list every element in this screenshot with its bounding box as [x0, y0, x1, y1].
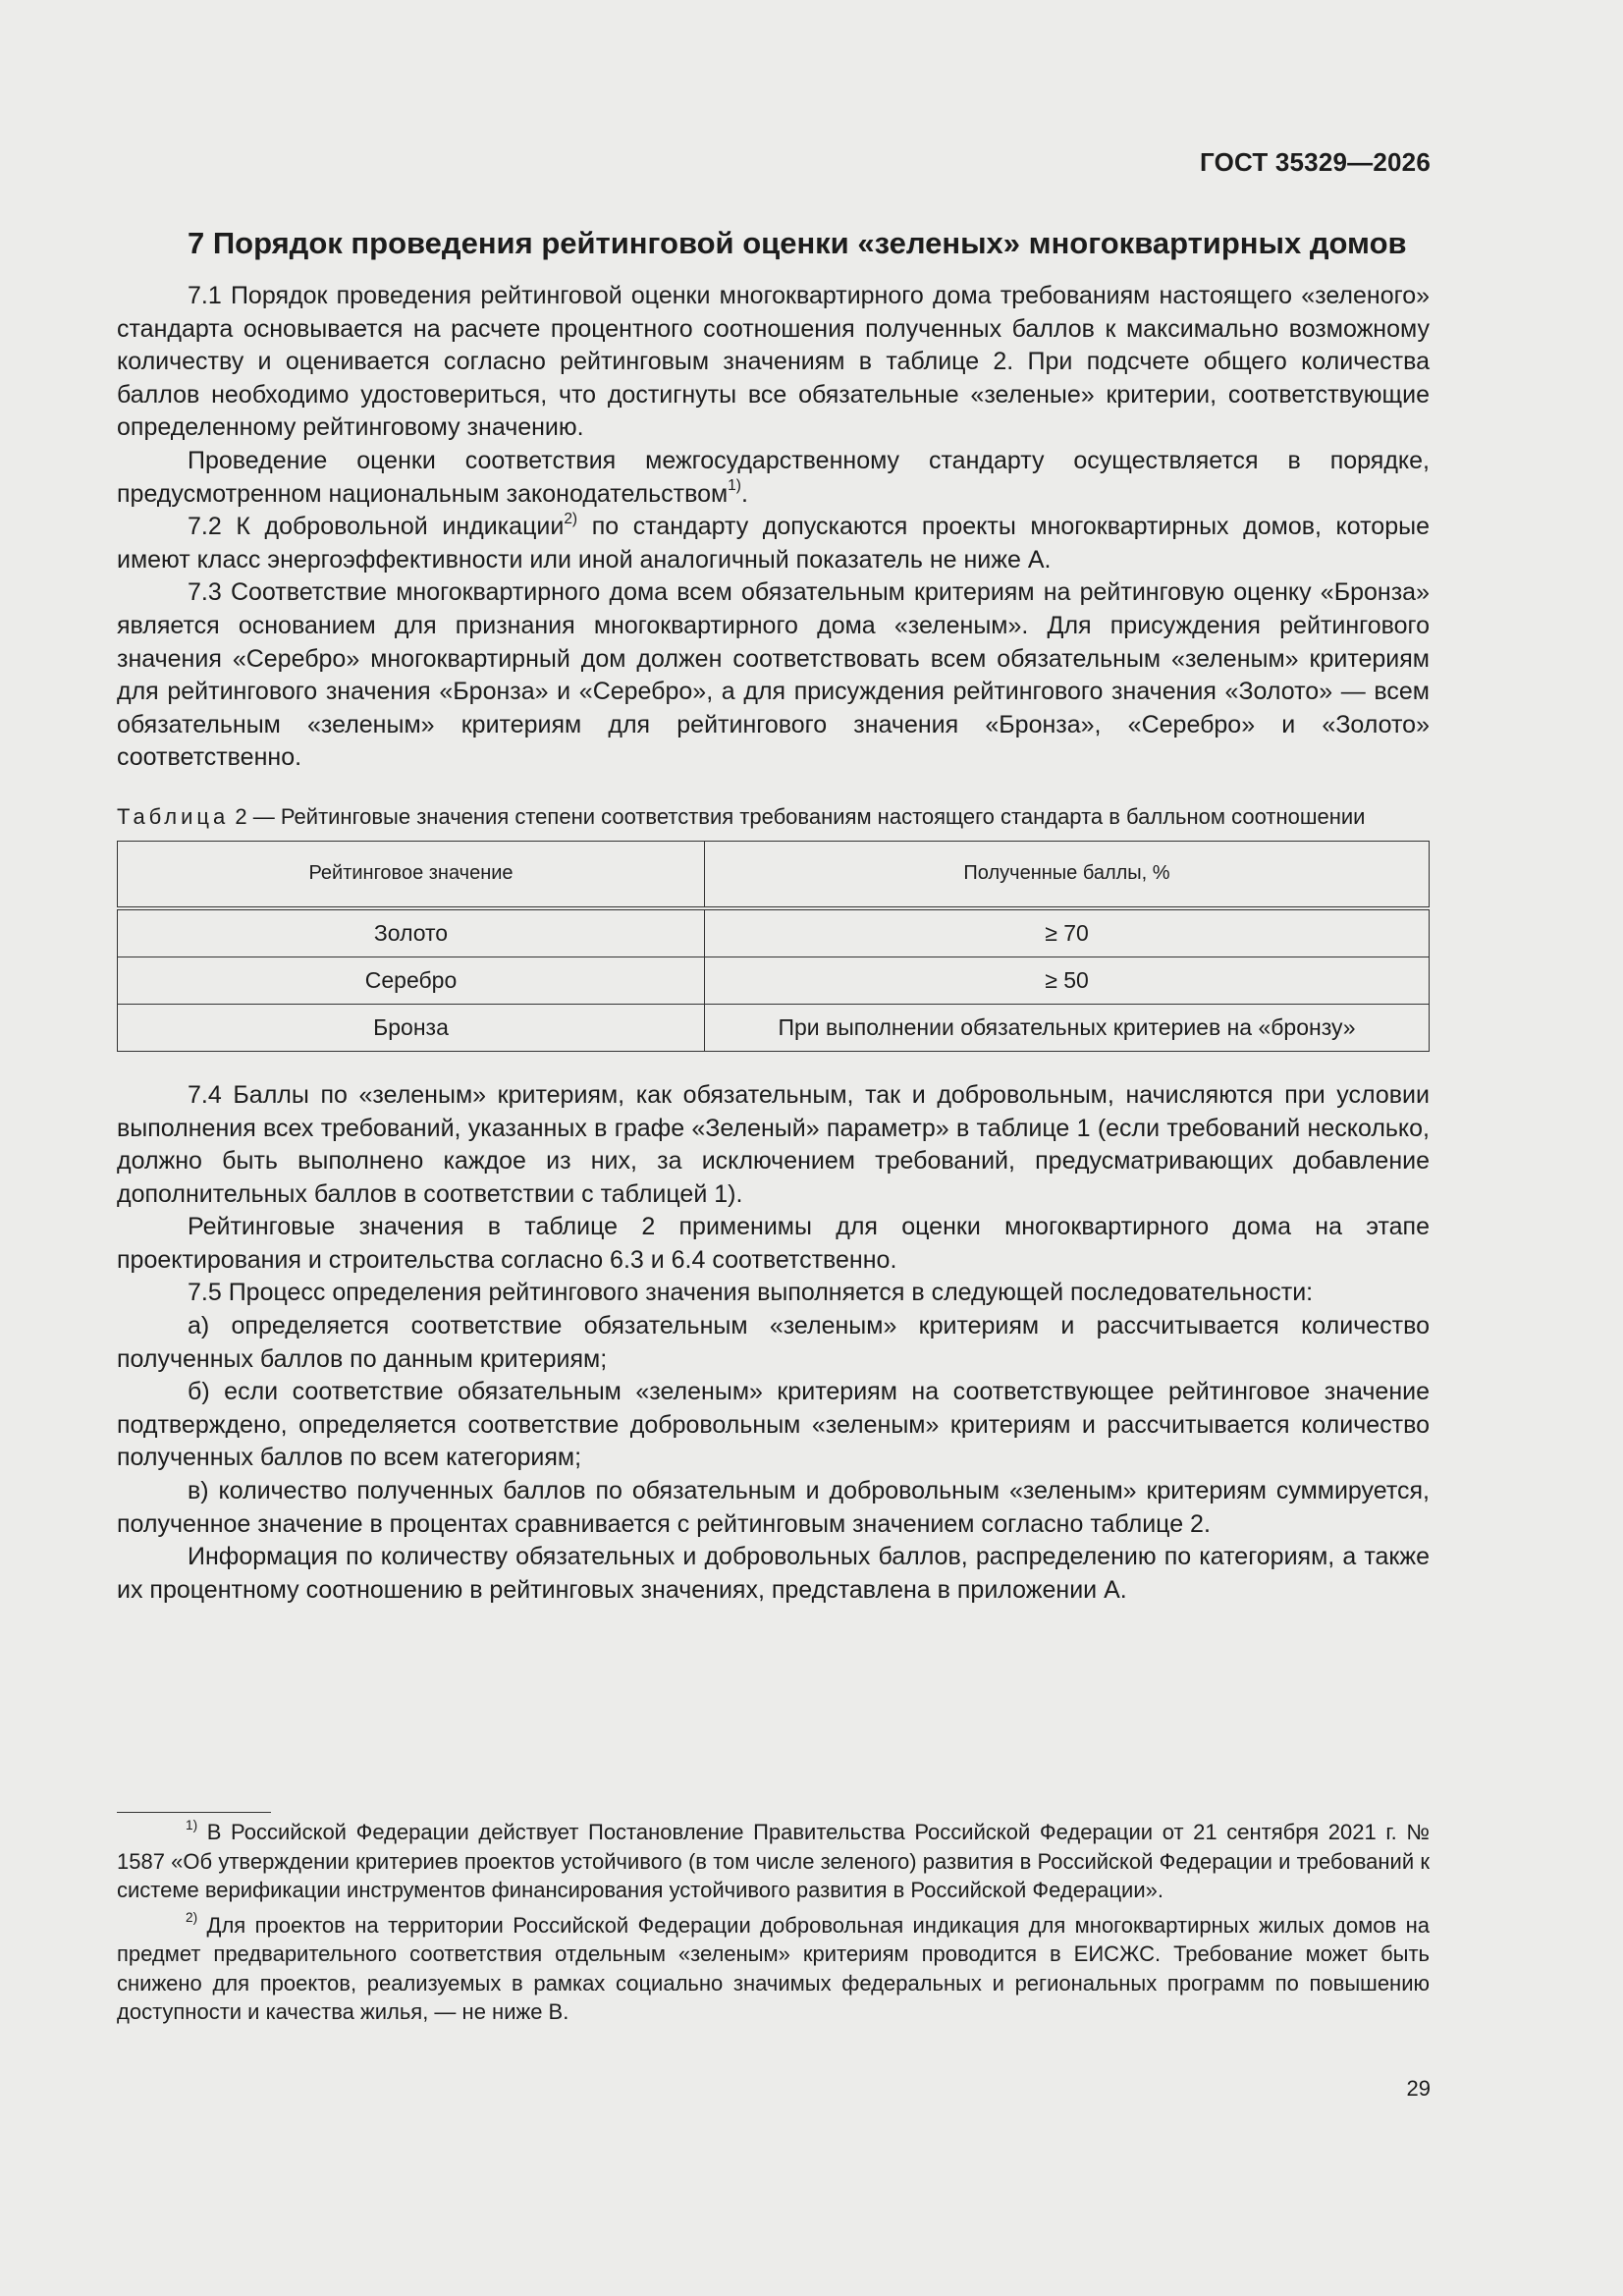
table-row — [118, 957, 1430, 1004]
ratings-table — [117, 841, 1430, 1052]
list-item-b: б) если соответствие обязательным «зеленым» критериям на соответствующее рейтинговое значение подтверждено, определяется соответствие добровольным «зеленым» критериям и рассчитывается количество полученных баллов по всем категориям; — [117, 1378, 1430, 1472]
list-item-a: а) определяется соответствие обязательным «зеленым» критериям и рассчитывается количество полученных баллов по данным критериям; — [117, 1312, 1430, 1373]
table-caption — [117, 802, 1430, 831]
list-item-v: в) количество полученных баллов по обязательным и добровольным «зеленым» критериям суммируется, полученное значение в процентах сравнивается с рейтинговым значением согласно таблице 2. — [117, 1477, 1430, 1538]
footnote-2-text: Для проектов на территории Российской Федерации добровольная индикация для многоквартирных жилых домов на предмет предварительного соответствия отдельным «зеленым» критериям проводится в ЕИСЖС. Требование может быть снижено для проектов, реализуемых в рамках социально значимых федеральных и региональных программ по повышению доступности и качества жилья, — не ниже В. — [117, 1912, 1430, 2024]
footnote-1 — [117, 1818, 1430, 1905]
paragraph-7-2-text: по стандарту допускаются проекты многоквартирных домов, которые имеют класс энергоэффективности или иной аналогичный показатель не ниже А. — [117, 513, 1430, 574]
footnote-2 — [117, 1911, 1430, 2027]
paragraph-assessment-text: Проведение оценки соответствия межгосударственному стандарту осуществляется в порядке, предусмотренном национальным законодательством — [117, 446, 1430, 508]
paragraph-7-2-lead: 7.2 К добровольной индикации — [188, 513, 565, 541]
footnote-1-mark: 1) — [186, 1817, 198, 1832]
main-content — [117, 224, 1430, 1607]
section-continuation — [117, 1079, 1430, 1608]
table-row — [118, 1004, 1430, 1051]
table-header-cell: Рейтинговое значение — [118, 841, 705, 908]
footnote-1-text: В Российской Федерации действует Постановление Правительства Российской Федерации от 21 сентября 2021 г. № 1587 «Об утверждении критериев проектов устойчивого (в том числе зеленого) развития в Российской Федерации и требований к системе верификации инструментов финансирования устойчивого развития в Российской Федерации». — [117, 1820, 1430, 1902]
paragraph-assessment — [117, 445, 1430, 511]
paragraph-7-5: 7.5 Процесс определения рейтингового значения выполняется в следующей последовательности: — [188, 1279, 1314, 1307]
footnote-2-mark: 2) — [186, 1910, 198, 1926]
table-header-row — [118, 841, 1430, 908]
footnotes — [117, 1818, 1430, 2033]
page-number: 29 — [1406, 2076, 1431, 2101]
table-caption-prefix: Таблица — [117, 803, 230, 829]
footnote-divider — [117, 1812, 271, 1813]
paragraph-7-3: 7.3 Соответствие многоквартирного дома всем обязательным критериям на рейтинговую оценку «Бронза» является основанием для признания многоквартирного дома «зеленым». Для присуждения рейтингового значения «Серебро» многоквартирный дом должен соответствовать всем обязательным «зеленым» критериям для рейтингового значения «Бронза» и «Серебро», а для присуждения рейтингового значения «Золото» — всем обязательным «зеленым» критериям для рейтингового значения «Бронза», «Серебро» и «Золото» соответственно. — [117, 578, 1430, 772]
section-title: 7 Порядок проведения рейтинговой оценки «зеленых» многоквартирных домов — [188, 226, 1407, 260]
table-cell: Золото — [118, 908, 705, 957]
table-row — [118, 908, 1430, 957]
table-cell: Серебро — [118, 957, 705, 1004]
footnote-ref-1: 1) — [728, 476, 741, 494]
paragraph-7-4: 7.4 Баллы по «зеленым» критериям, как обязательным, так и добровольным, начисляются при условии выполнения всех требований, указанных в графе «Зеленый» параметр» в таблице 1 (если требований несколько, должно быть выполнено каждое из них, за исключением требований, предусматривающих добавление дополнительных баллов в соответствии с таблицей 1). — [117, 1080, 1430, 1208]
table-cell: При выполнении обязательных критериев на «бронзу» — [705, 1004, 1430, 1051]
standard-code-header: ГОСТ 35329—2026 — [1200, 147, 1431, 177]
paragraph-7-1: 7.1 Порядок проведения рейтинговой оценки многоквартирного дома требованиям настоящего «зеленого» стандарта основывается на расчете процентного соотношения полученных баллов к максимально возможному количеству и оценивается согласно рейтинговым значениям в таблице 2. При подсчете общего количества баллов необходимо удостовериться, что достигнуты все обязательные «зеленые» критерии, соответствующие определенному рейтинговому значению. — [117, 282, 1430, 442]
paragraph-appendix-reference: Информация по количеству обязательных и добровольных баллов, распределению по категориям, а также их процентному соотношению в рейтинговых значениях, представлена в приложении А. — [117, 1543, 1430, 1604]
table-cell: ≥ 70 — [705, 908, 1430, 957]
table-caption-text: 2 — Рейтинговые значения степени соответствия требованиям настоящего стандарта в балльном соотношении — [229, 803, 1366, 829]
table-cell: ≥ 50 — [705, 957, 1430, 1004]
table-cell: Бронза — [118, 1004, 705, 1051]
table-header-cell: Полученные баллы, % — [705, 841, 1430, 908]
paragraph-7-2 — [117, 511, 1430, 576]
footnote-ref-2: 2) — [564, 510, 578, 527]
paragraph-period: . — [740, 479, 748, 508]
paragraph-rating-applicability: Рейтинговые значения в таблице 2 применимы для оценки многоквартирного дома на этапе проектирования и строительства согласно 6.3 и 6.4 соответственно. — [117, 1213, 1430, 1274]
